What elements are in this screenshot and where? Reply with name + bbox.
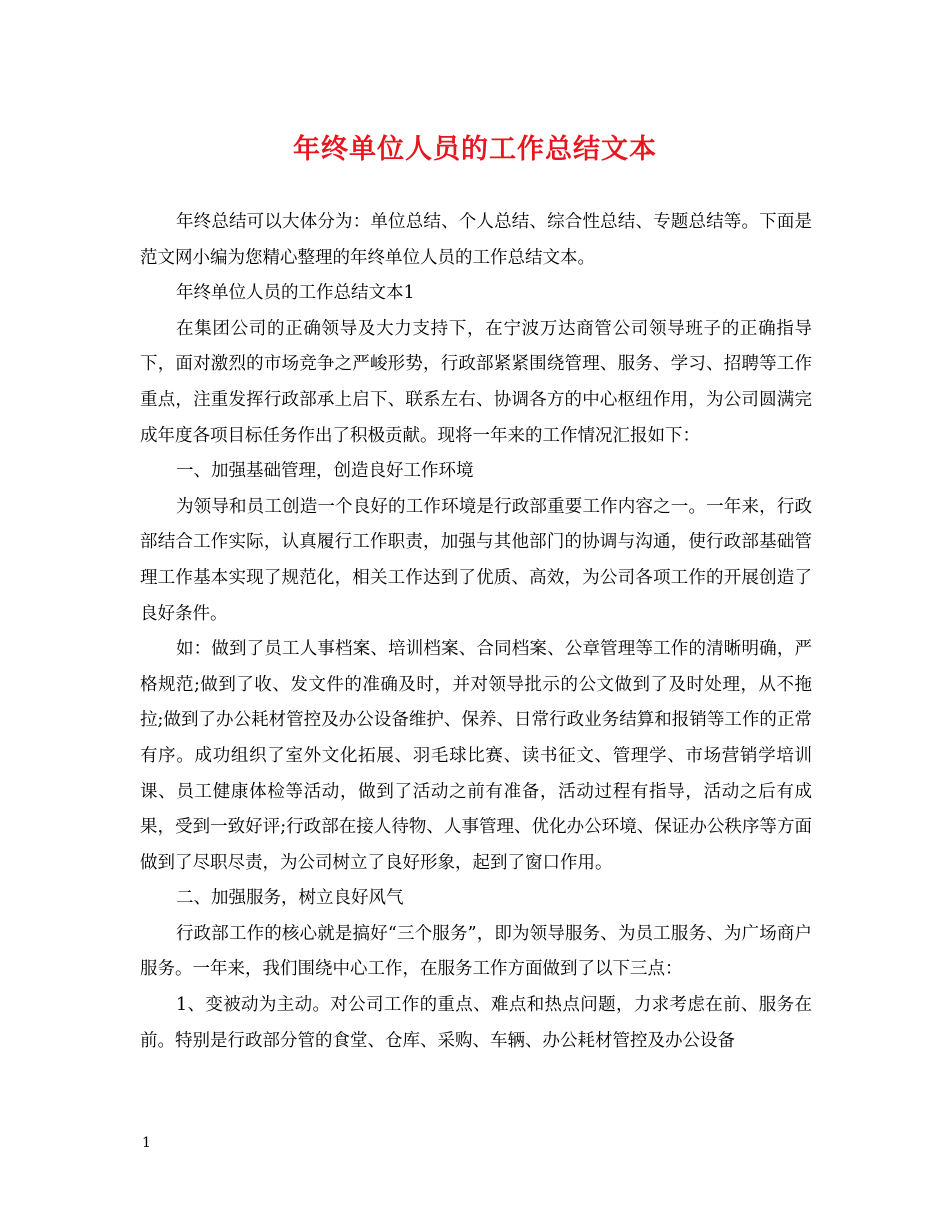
paragraph-opening: 在集团公司的正确领导及大力支持下，在宁波万达商管公司领导班子的正确指导下，面对激烈的市场竞争之严峻形势，行政部紧紧围绕管理、服务、学习、招聘等工作重点，注重发挥行政部承上启下、联系左右、协调各方的中心枢纽作用，为公司圆满完成年度各项目标任务作出了积极贡献。现将一年来的工作情况汇报如下： xyxy=(140,318,812,446)
document-title: 年终单位人员的工作总结文本 xyxy=(293,134,657,165)
paragraph-intro: 年终总结可以大体分为：单位总结、个人总结、综合性总结、专题总结等。下面是范文网小编为您精心整理的年终单位人员的工作总结文本。 xyxy=(140,212,812,268)
paragraph-section-2: 行政部工作的核心就是搞好“三个服务”，即为领导服务、为员工服务、为广场商户服务。一年来，我们围绕中心工作，在服务工作方面做到了以下三点： xyxy=(140,923,812,980)
section-heading-1: 一、加强基础管理，创造良好工作环境 xyxy=(176,461,474,482)
paragraph-section-2-item-1: 1、变被动为主动。对公司工作的重点、难点和热点问题，力求考虑在前、服务在前。特别是行政部分管的食堂、仓库、采购、车辆、办公耗材管控及办公设备 xyxy=(140,995,812,1051)
document-body xyxy=(140,205,812,1059)
paragraph-section-1: 为领导和员工创造一个良好的工作环境是行政部重要工作内容之一。一年来，行政部结合工作实际，认真履行工作职责，加强与其他部门的协调与沟通，使行政部基础管理工作基本实现了规范化，相关工作达到了优质、高效，为公司各项工作的开展创造了良好条件。 xyxy=(140,496,812,624)
section-heading-2: 二、加强服务，树立良好风气 xyxy=(176,888,404,909)
page-number: 1 xyxy=(142,1135,151,1151)
paragraph-section-1-detail: 如：做到了员工人事档案、培训档案、合同档案、公章管理等工作的清晰明确，严格规范;做到了收、发文件的准确及时，并对领导批示的公文做到了及时处理，从不拖拉;做到了办公耗材管控及办公设备维护、保养、日常行政业务结算和报销等工作的正常有序。成功组织了室外文化拓展、羽毛球比赛、读书征文、管理学、市场营销学培训课、员工健康体检等活动，做到了活动之前有准备，活动过程有指导，活动之后有成果，受到一致好评;行政部在接人待物、人事管理、优化办公环境、保证办公秩序等方面做到了尽职尽责，为公司树立了良好形象，起到了窗口作用。 xyxy=(140,639,812,873)
paragraph-subtitle: 年终单位人员的工作总结文本1 xyxy=(176,283,415,304)
